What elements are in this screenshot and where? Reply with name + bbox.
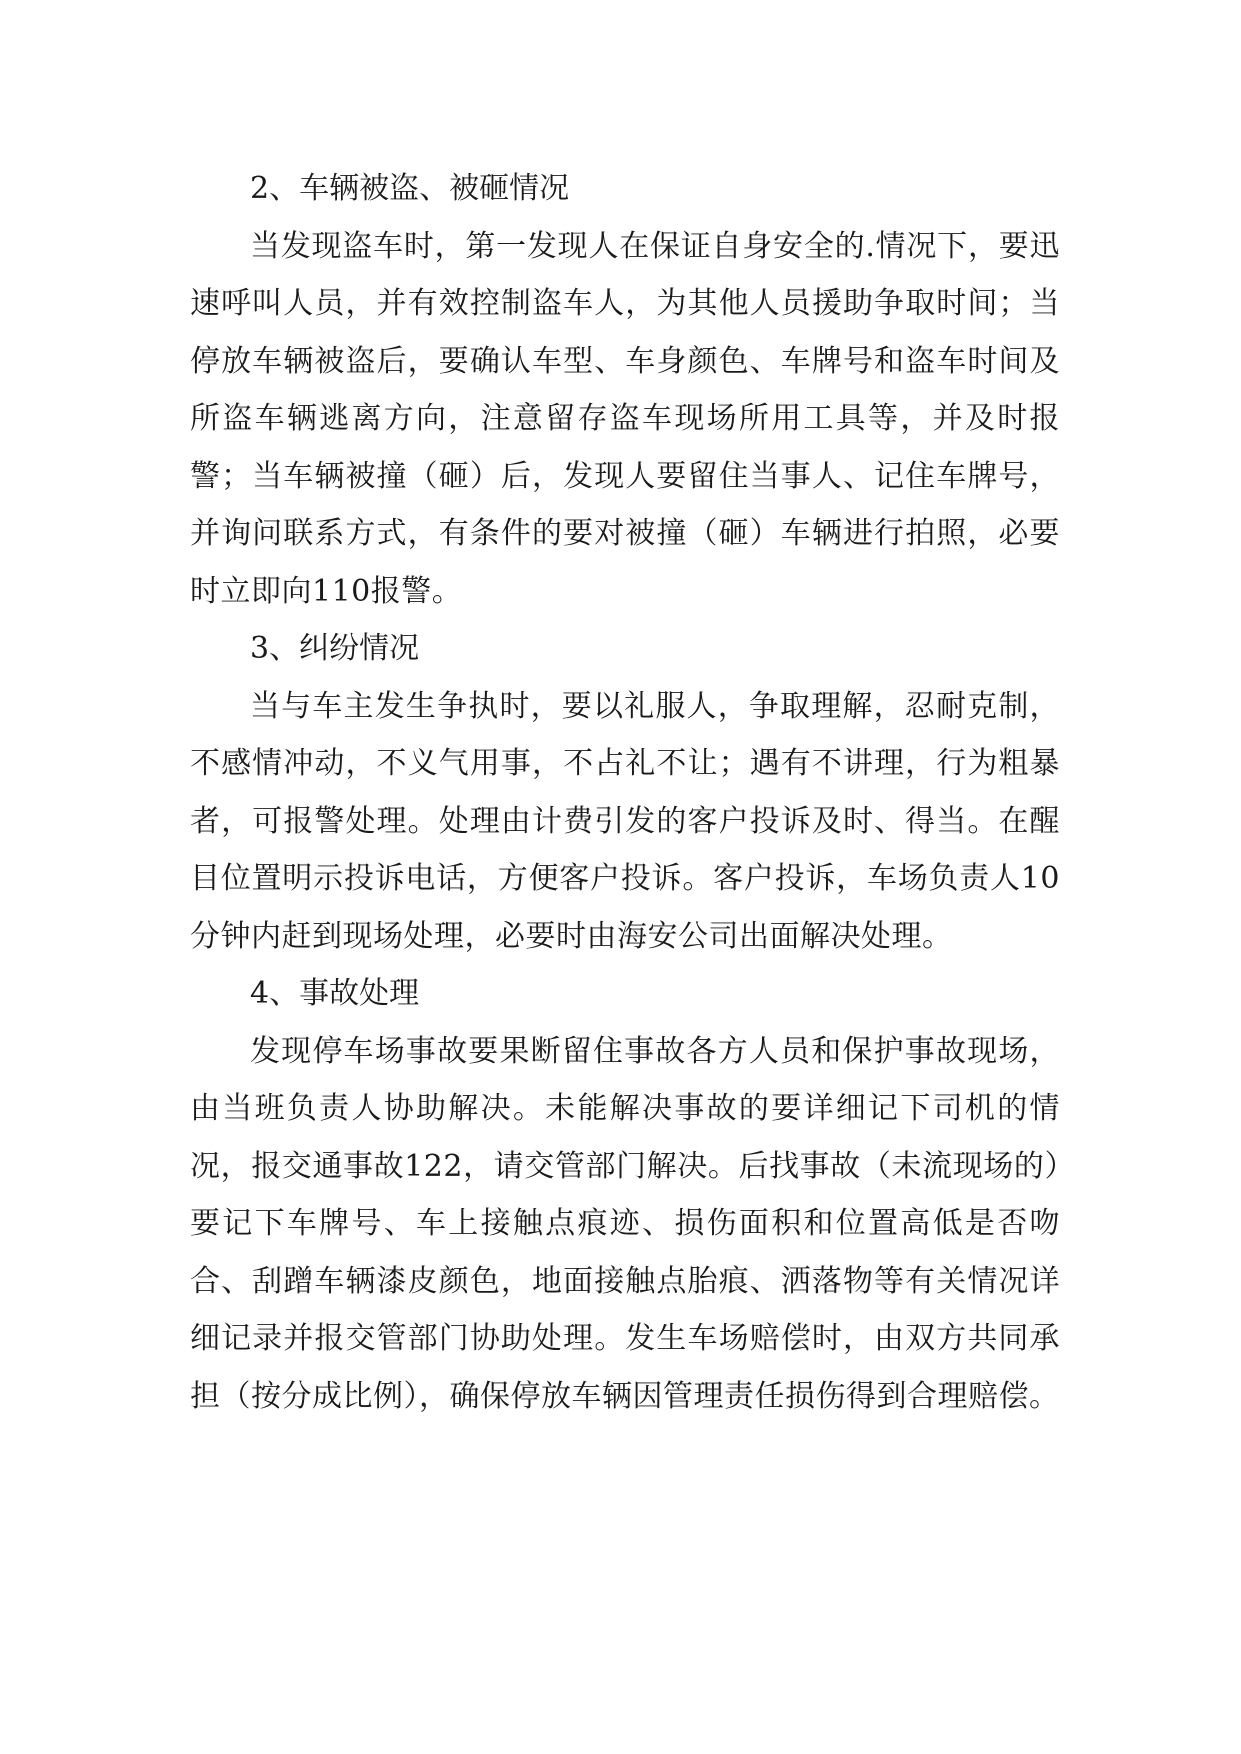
document-body	[190, 160, 1060, 1425]
paragraph-disputes: 当与车主发生争执时，要以礼服人，争取理解，忍耐克制，不感情冲动，不义气用事，不占礼不让；遇有不讲理，行为粗暴者，可报警处理。处理由计费引发的客户投诉及时、得当。在醒目位置明示投诉电话，方便客户投诉。客户投诉，车场负责人10分钟内赶到现场处理，必要时由海安公司出面解决处理。	[190, 688, 1060, 954]
paragraph-accidents: 发现停车场事故要果断留住事故各方人员和保护事故现场，由当班负责人协助解决。未能解决事故的要详细记下司机的情况，报交通事故122，请交管部门解决。后找事故（未流现场的）要记下车牌号、车上接触点痕迹、损伤面积和位置高低是否吻合、刮蹭车辆漆皮颜色，地面接触点胎痕、洒落物等有关情况详细记录并报交管部门协助处理。发生车场赔偿时，由双方共同承担（按分成比例），确保停放车辆因管理责任损伤得到合理赔偿。	[190, 1033, 1060, 1414]
section-heading-disputes: 3、纠纷情况	[250, 631, 420, 666]
section-heading-accidents: 4、事故处理	[250, 976, 420, 1011]
section-heading-vehicle-theft: 2、车辆被盗、被砸情况	[250, 171, 570, 206]
paragraph-vehicle-theft: 当发现盗车时，第一发现人在保证自身安全的.情况下，要迅速呼叫人员，并有效控制盗车人，为其他人员援助争取时间；当停放车辆被盗后，要确认车型、车身颜色、车牌号和盗车时间及所盗车辆逃离方向，注意留存盗车现场所用工具等，并及时报警；当车辆被撞（砸）后，发现人要留住当事人、记住车牌号，并询问联系方式，有条件的要对被撞（砸）车辆进行拍照，必要时立即向110报警。	[190, 228, 1060, 609]
